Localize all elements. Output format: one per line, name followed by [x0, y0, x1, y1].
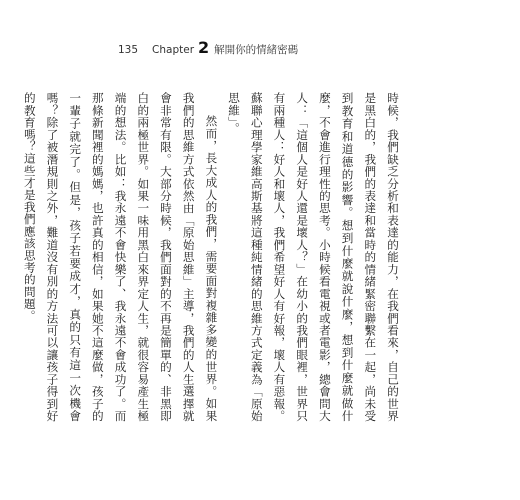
chapter-title: 解開你的情緒密碼 — [214, 44, 299, 56]
chapter-label: Chapter — [152, 44, 195, 56]
running-header — [118, 38, 298, 57]
vertical-body-text — [18, 92, 404, 422]
paragraph-1: 時候，我們缺乏分析和表達的能力，在我們看來，自己的世界是黑白的，我們的表達和當時的情緒緊密聯繫在一起，尚未受到教育和道德的影響。想到什麼就說什麼，想到什麼就做什麼，不會進行理性的思考。小時候看電視或者電影，總會問大人：「這個人是好人還是壞人？」在幼小的我們眼裡，世界只有兩種人：好人和壞人，我們希望好人有好報，壞人有惡報。蘇聯心理學家維高斯基將這種純情緒的思維方式定義為「原始思維」。 — [227, 92, 400, 422]
chapter-number: 2 — [198, 38, 210, 57]
page-number: 135 — [118, 44, 139, 56]
paragraph-2: 然而，長大成人的我們，需要面對複雜多變的世界。如果我們的思維方式依然由「原始思維」主導，我們的人生選擇就會非常有限。大部分時候，我們面對的不再是簡單的、非黑即白的兩極世界。如果一味用黑白來界定人生，就很容易產生極端的想法。比如：我永遠不會快樂了、我永遠不會成功了。而那條新聞裡的媽媽，也許真的相信，如果她不這麼做，孩子的一輩子就完了。但是，孩子若要成才，真的只有這一次機會嗎？除了被潛規則之外，難道沒有別的方法可以讓孩子得到好的教育嗎？這些才是我們應該思考的問題。 — [22, 92, 219, 422]
